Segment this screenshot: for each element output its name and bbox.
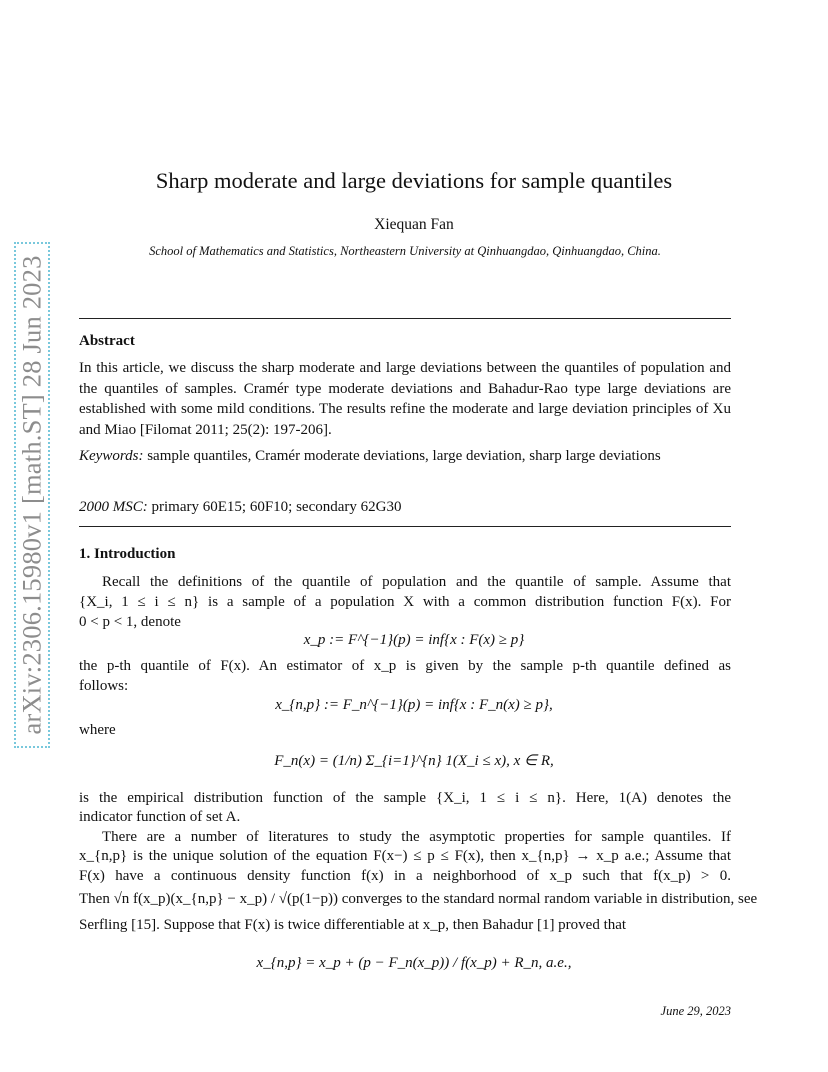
footer-date: June 29, 2023	[660, 1004, 731, 1018]
abstract-bottom-rule	[79, 526, 731, 527]
intro-line-12: Serfling [15]. Suppose that F(x) is twice differentiable at x_p, then Bahadur [1] proved that	[79, 917, 627, 933]
intro-line-3: 0 < p < 1, denote	[79, 614, 181, 630]
abstract-top-rule	[79, 318, 731, 319]
equation-bahadur: x_{n,p} = x_p + (p − F_n(x_p)) / f(x_p) + R_n, a.e.,	[256, 955, 572, 971]
intro-line-6: is the empirical distribution function of the sample {X_i, 1 ≤ i ≤ n}. Here, 1(A) denotes the	[79, 790, 731, 806]
equation-empirical-distribution: F_n(x) = (1/n) Σ_{i=1}^{n} 1(X_i ≤ x), x ∈ R,	[274, 753, 554, 769]
arxiv-sidebar	[14, 242, 50, 748]
intro-line-1: Recall the definitions of the quantile of population and the quantile of sample. Assume that	[102, 574, 731, 590]
intro-line-8: There are a number of literatures to study the asymptotic properties for sample quantiles. If	[102, 829, 731, 845]
intro-line-10: F(x) have a continuous density function f(x) in a neighborhood of x_p such that f(x_p) > 0.	[79, 868, 731, 884]
intro-line-5: follows:	[79, 678, 129, 694]
affiliation: School of Mathematics and Statistics, Northeastern University at Qinhuangdao, Qinhuangdao, China.	[149, 244, 661, 258]
abstract-heading: Abstract	[79, 333, 135, 349]
arxiv-identifier[interactable]: arXiv:2306.15980v1 [math.ST] 28 Jun 2023	[16, 255, 47, 735]
keywords-block	[79, 446, 731, 467]
keywords-text: sample quantiles, Cramér moderate deviations, large deviation, sharp large deviations	[147, 448, 661, 464]
msc-label: 2000 MSC:	[79, 499, 148, 515]
intro-line-2: {X_i, 1 ≤ i ≤ n} is a sample of a population X with a common distribution function F(x). For	[79, 594, 731, 610]
intro-line-9: x_{n,p} is the unique solution of the equation F(x−) ≤ p ≤ F(x), then x_{n,p} → x_p a.e.; Assume that	[79, 848, 731, 864]
keywords-label: Keywords:	[79, 448, 144, 464]
intro-line-4: the p-th quantile of F(x). An estimator of x_p is given by the sample p-th quantile defined as	[79, 658, 731, 674]
where-text: where	[79, 722, 116, 738]
intro-line-11: Then √n f(x_p)(x_{n,p} − x_p) / √(p(1−p)) converges to the standard normal random variable in distribution, see	[79, 891, 758, 907]
equation-sample-quantile: x_{n,p} := F_n^{−1}(p) = inf{x : F_n(x) ≥ p},	[275, 697, 553, 713]
introduction-heading: 1. Introduction	[79, 546, 176, 562]
msc-block	[79, 497, 731, 518]
msc-text: primary 60E15; 60F10; secondary 62G30	[151, 499, 402, 515]
paper-title: Sharp moderate and large deviations for sample quantiles	[155, 168, 673, 193]
author-name: Xiequan Fan	[374, 216, 454, 233]
intro-line-7: indicator function of set A.	[79, 809, 241, 825]
equation-population-quantile: x_p := F^{−1}(p) = inf{x : F(x) ≥ p}	[303, 632, 525, 648]
abstract-text: In this article, we discuss the sharp moderate and large deviations between the quantiles of population and the quantiles of samples. Cramér type moderate deviations and Bahadur-Rao type large deviations are established with some mild conditions. The results refine the moderate and large deviation principles of Xu and Miao [Filomat 2011; 25(2): 197-206].	[79, 360, 731, 438]
